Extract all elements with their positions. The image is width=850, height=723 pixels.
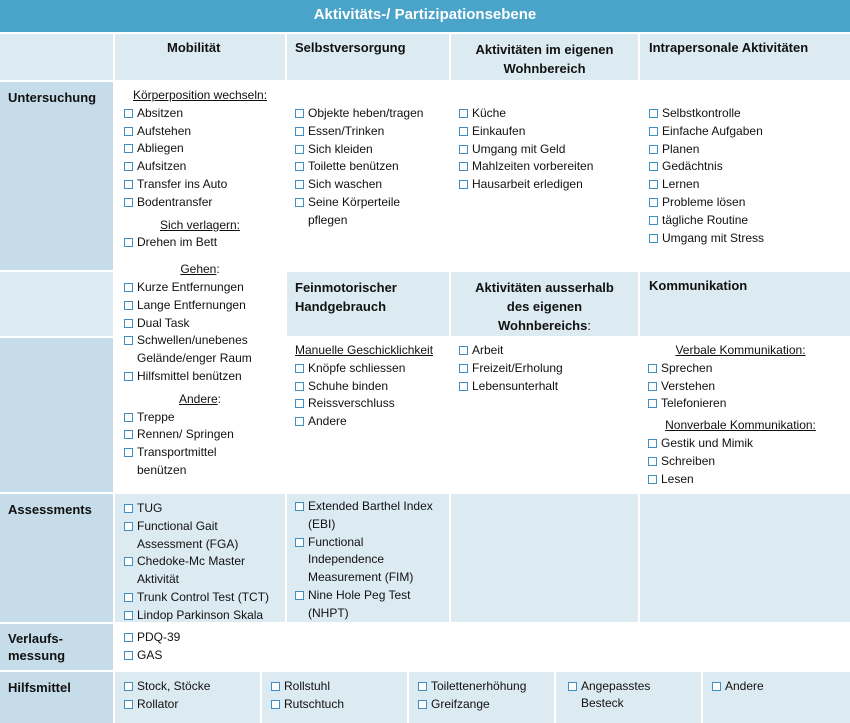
- checkbox-icon: [124, 557, 133, 566]
- list-item: [649, 230, 850, 248]
- list-item-text: Telefonieren: [661, 396, 727, 411]
- list-item-text: TUG: [137, 501, 163, 515]
- list-item-text: GAS: [137, 647, 163, 662]
- list-item-text: Lange Entfernungen: [137, 297, 246, 312]
- koerper-heading-text: Körperposition wechseln: [132, 88, 264, 102]
- list-item: [459, 176, 638, 194]
- list-item: [124, 158, 285, 176]
- list-item: [295, 123, 449, 141]
- checkbox-icon: [124, 301, 133, 310]
- list-item: [459, 123, 638, 141]
- list-item-text: Reissverschluss: [308, 396, 395, 411]
- checkbox-icon: [459, 145, 468, 154]
- list-item: [271, 678, 407, 696]
- list-item: [124, 553, 285, 589]
- list-item: [124, 647, 850, 665]
- list-item-continuation: (EBI): [308, 516, 336, 531]
- hilfsmittel-besteck-text: Angepasstes Besteck: [581, 679, 651, 710]
- list-item-continuation: (NHPT): [308, 605, 349, 620]
- list-item: [649, 105, 850, 123]
- list-item-text: Abliegen: [137, 141, 184, 156]
- checkbox-icon: [124, 504, 133, 513]
- list-item-continuation: benützen: [137, 462, 187, 477]
- gehen-heading-text: Gehen: [180, 262, 217, 277]
- list-item-text: Kurze Entfernungen: [137, 279, 244, 294]
- verbal-list: [648, 360, 850, 413]
- mobilitaet-andere-list: [124, 409, 285, 480]
- checkbox-icon: [649, 180, 658, 189]
- checkbox-icon: [648, 382, 657, 391]
- mobilitaet-gehen-heading: Gehen:: [180, 262, 220, 277]
- list-item-text: Bodentransfer: [137, 194, 213, 209]
- list-item: [648, 471, 850, 489]
- list-item: [124, 332, 285, 368]
- list-item: [124, 518, 285, 554]
- checkbox-icon: [295, 591, 304, 600]
- list-item: [649, 158, 850, 176]
- header-feinmotorik-line2: Handgebrauch: [295, 299, 387, 314]
- list-item-text: Greifzange: [431, 696, 490, 711]
- row-label-assessments: [0, 494, 113, 622]
- verbal-heading: Verbale Kommunikation:: [675, 343, 806, 357]
- list-item: [418, 696, 554, 714]
- row-label-band-middle: [0, 272, 113, 336]
- list-item-text: Lindop Parkinson Skala: [137, 607, 264, 622]
- list-item: [124, 607, 285, 625]
- list-item-text: Aufstehen: [137, 123, 192, 138]
- header-ausserhalb-line3-text: Wohnbereichs: [498, 318, 588, 333]
- list-item-text: Objekte heben/tragen: [308, 106, 424, 120]
- checkbox-icon: [459, 382, 468, 391]
- assess-selbstversorgung-list: [295, 498, 449, 623]
- list-item-continuation: Assessment (FGA): [137, 536, 239, 551]
- list-item: [295, 395, 449, 413]
- list-item-text: Essen/Trinken: [308, 123, 385, 138]
- list-item: [295, 534, 449, 587]
- list-item: [459, 141, 638, 159]
- list-item-text: Stock, Stöcke: [137, 679, 211, 693]
- list-item: [459, 360, 638, 378]
- checkbox-icon: [124, 700, 133, 709]
- list-item: [648, 435, 850, 453]
- cell-selbstversorgung: [287, 82, 449, 270]
- list-item: [124, 194, 285, 212]
- list-item: [124, 409, 285, 427]
- checkbox-icon: [648, 364, 657, 373]
- list-item-text: Planen: [662, 141, 700, 156]
- list-item-text: Drehen im Bett: [137, 235, 218, 250]
- list-item-text: Extended Barthel Index: [308, 499, 433, 513]
- cell-hilfsmittel-4: [556, 672, 701, 723]
- checkbox-icon: [124, 448, 133, 457]
- list-item-text: Chedoke-Mc Master: [137, 554, 246, 569]
- checkbox-icon: [649, 162, 658, 171]
- list-item-continuation: Measurement (FIM): [308, 570, 414, 585]
- mobilitaet-verlagern-list: [124, 234, 285, 252]
- cell-assess-wohnbereich: [451, 494, 638, 622]
- list-item-text: Trunk Control Test (TCT): [137, 589, 270, 604]
- list-item: [295, 587, 449, 623]
- list-item-continuation: Gelände/enger Raum: [137, 351, 252, 366]
- mobilitaet-koerper-heading: Körperposition wechseln:: [132, 88, 268, 102]
- checkbox-icon: [124, 611, 133, 620]
- list-item-text: Freizeit/Erholung: [472, 360, 563, 375]
- checkbox-icon: [124, 283, 133, 292]
- checkbox-icon: [295, 417, 304, 426]
- header-wohnbereich: [451, 34, 638, 80]
- checkbox-icon: [649, 127, 658, 136]
- list-item-text: PDQ-39: [137, 630, 181, 644]
- list-item-text: Seine Körperteile: [308, 194, 401, 209]
- checkbox-icon: [459, 162, 468, 171]
- list-item: [649, 123, 850, 141]
- header-ausserhalb-line2: des eigenen: [506, 299, 583, 314]
- list-item: [295, 158, 449, 176]
- checkbox-icon: [418, 682, 427, 691]
- list-item: [648, 378, 850, 396]
- list-item: [295, 378, 449, 396]
- checkbox-icon: [124, 593, 133, 602]
- checkbox-icon: [459, 109, 468, 118]
- list-item: [295, 194, 449, 230]
- hilfsmittel-list-5: [712, 678, 850, 696]
- list-item-text: Aufsitzen: [137, 159, 187, 174]
- header-intrapersonal-text: Intrapersonale Aktivitäten: [649, 40, 809, 55]
- list-item: [712, 678, 850, 696]
- list-item-text: Transportmittel: [137, 445, 217, 460]
- list-item: [124, 629, 850, 647]
- hilfsmittel-list-3: [418, 678, 554, 714]
- list-item: [459, 342, 638, 360]
- list-item: [124, 589, 285, 607]
- assess-mobilitaet-list: [124, 500, 285, 625]
- list-item-text: Rennen/ Springen: [137, 427, 234, 442]
- cell-hilfsmittel-5: [703, 672, 850, 723]
- cell-kommunikation: [640, 338, 850, 492]
- checkbox-icon: [124, 372, 133, 381]
- checkbox-icon: [648, 439, 657, 448]
- list-item-text: Hilfsmittel benützen: [137, 368, 242, 383]
- checkbox-icon: [712, 682, 721, 691]
- header-feinmotorik-line1: Feinmotorischer: [295, 280, 397, 295]
- checkbox-icon: [124, 522, 133, 531]
- checkbox-icon: [124, 413, 133, 422]
- list-item: [124, 678, 260, 696]
- checkbox-icon: [295, 364, 304, 373]
- list-item-text: Sich waschen: [308, 177, 383, 192]
- header-mobilitaet: [115, 34, 285, 80]
- cell-mobilitaet: [115, 82, 285, 492]
- mobilitaet-andere-heading: Andere:: [178, 391, 222, 406]
- cell-assess-intrapersonal: [640, 494, 850, 622]
- list-item: [295, 176, 449, 194]
- row-label-band-lower: [0, 338, 113, 492]
- cell-verlauf: [115, 624, 850, 670]
- list-item: [649, 194, 850, 212]
- list-item-text: Umgang mit Stress: [662, 230, 765, 245]
- checkbox-icon: [124, 430, 133, 439]
- cell-assess-mobilitaet: [115, 494, 285, 622]
- list-item-text: Gedächtnis: [662, 159, 723, 174]
- list-item: [649, 176, 850, 194]
- wohnbereich-list: [459, 105, 638, 194]
- checkbox-icon: [124, 633, 133, 642]
- checkbox-icon: [124, 238, 133, 247]
- header-intrapersonal: [640, 34, 850, 80]
- header-ausserhalb-line1: Aktivitäten ausserhalb: [475, 280, 614, 295]
- cell-hilfsmittel-1: [115, 672, 260, 723]
- mobilitaet-gehen-list: [124, 279, 285, 386]
- checkbox-icon: [648, 475, 657, 484]
- nonverbal-list: [648, 435, 850, 488]
- list-item-continuation: pflegen: [308, 212, 348, 227]
- checkbox-icon: [649, 234, 658, 243]
- list-item: [124, 444, 285, 480]
- list-item-text: Rollstuhl: [284, 679, 331, 693]
- cell-assess-selbst: [287, 494, 449, 622]
- list-item: [124, 279, 285, 297]
- list-item-text: Einfache Aufgaben: [662, 123, 763, 138]
- list-item-text: Sich kleiden: [308, 141, 373, 156]
- list-item-text: Einkaufen: [472, 123, 526, 138]
- list-item: [271, 696, 407, 714]
- list-item-text: Absitzen: [137, 105, 184, 120]
- checkbox-icon: [295, 162, 304, 171]
- checkbox-icon: [568, 682, 577, 691]
- list-item: [295, 141, 449, 159]
- cell-intrapersonal: [640, 82, 850, 270]
- list-item-text: Toilettenerhöhung: [431, 679, 527, 693]
- list-item-text: Probleme lösen: [662, 194, 746, 209]
- cell-hilfsmittel-3: [409, 672, 554, 723]
- list-item: [124, 500, 285, 518]
- checkbox-icon: [648, 457, 657, 466]
- checkbox-icon: [649, 216, 658, 225]
- header-ausserhalb-line3: Wohnbereichs:: [498, 318, 591, 333]
- header-ausserhalb: [451, 272, 638, 336]
- list-item: [418, 678, 554, 696]
- checkbox-icon: [418, 700, 427, 709]
- list-item: [124, 105, 285, 123]
- checkbox-icon: [124, 109, 133, 118]
- verlauf-list: [124, 629, 850, 665]
- list-item: [124, 426, 285, 444]
- list-item: [124, 234, 285, 252]
- row-label-verlauf-line2: messung: [8, 648, 66, 663]
- checkbox-icon: [124, 127, 133, 136]
- cell-wohnbereich: [451, 82, 638, 270]
- list-item-text: Dual Task: [137, 315, 190, 330]
- list-item-text: Functional Gait: [137, 518, 218, 533]
- mobilitaet-koerper-list: [124, 105, 285, 212]
- list-item-text: Mahlzeiten vorbereiten: [472, 159, 594, 174]
- andere-heading-text: Andere: [178, 391, 218, 406]
- checkbox-icon: [124, 651, 133, 660]
- list-item-text: Schwellen/unebenes: [137, 333, 248, 348]
- table-title: [0, 0, 850, 32]
- row-label-hilfsmittel-text: Hilfsmittel: [8, 680, 71, 695]
- row-label-assessments-text: Assessments: [8, 502, 92, 517]
- header-selbstversorgung: [287, 34, 449, 80]
- table-title-text: Aktivitäts-/ Partizipationsebene: [313, 6, 537, 23]
- checkbox-icon: [271, 700, 280, 709]
- list-item: [649, 141, 850, 159]
- list-item-text: tägliche Routine: [662, 212, 749, 227]
- row-label-untersuchung-text: Untersuchung: [8, 90, 97, 105]
- header-mobilitaet-text: Mobilität: [167, 40, 221, 55]
- checkbox-icon: [124, 162, 133, 171]
- checkbox-icon: [459, 127, 468, 136]
- list-item-text: Toilette benützen: [308, 159, 399, 174]
- checkbox-icon: [124, 319, 133, 328]
- list-item-text: Nine Hole Peg Test: [308, 587, 411, 602]
- row-label-hilfsmittel: [0, 672, 113, 723]
- list-item-text: Gestik und Mimik: [661, 435, 754, 450]
- selbstversorgung-list: [295, 105, 449, 230]
- list-item-text: Schreiben: [661, 453, 716, 468]
- checkbox-icon: [459, 180, 468, 189]
- nonverbal-heading: Nonverbale Kommunikation:: [665, 418, 816, 433]
- list-item-text: Umgang mit Geld: [472, 141, 566, 156]
- list-item: [124, 315, 285, 333]
- list-item-continuation: Aktivität: [137, 572, 180, 587]
- list-item: [568, 678, 691, 712]
- list-item-text: Rutschtuch: [284, 696, 345, 711]
- list-item-text: Lernen: [662, 177, 700, 192]
- checkbox-icon: [295, 502, 304, 511]
- header-feinmotorik: [287, 272, 449, 336]
- row-label-untersuchung: [0, 82, 113, 270]
- list-item: [124, 696, 260, 714]
- checkbox-icon: [459, 364, 468, 373]
- list-item: [124, 176, 285, 194]
- list-item: [295, 498, 449, 534]
- checkbox-icon: [124, 336, 133, 345]
- hilfsmittel-list-2: [271, 678, 407, 714]
- checkbox-icon: [124, 180, 133, 189]
- checkbox-icon: [649, 145, 658, 154]
- list-item-text: Transfer ins Auto: [137, 176, 228, 191]
- list-item-text: Sprechen: [661, 360, 713, 375]
- list-item: [648, 395, 850, 413]
- header-kommunikation: [640, 272, 850, 336]
- list-item-text: Andere: [308, 414, 347, 429]
- intrapersonal-list: [649, 105, 850, 247]
- checkbox-icon: [295, 127, 304, 136]
- list-item: [648, 360, 850, 378]
- list-item-text: Küche: [472, 106, 507, 120]
- list-item: [459, 378, 638, 396]
- list-item: [124, 123, 285, 141]
- list-item-text: Selbstkontrolle: [662, 106, 741, 120]
- ausserhalb-list: [459, 342, 638, 395]
- list-item-text: Functional: [308, 534, 364, 549]
- list-item: [295, 360, 449, 378]
- list-item: [124, 368, 285, 386]
- feinmotorik-list: [295, 360, 449, 431]
- list-item-text: Rollator: [137, 696, 179, 711]
- cell-ausserhalb: [451, 338, 638, 492]
- list-item: [649, 212, 850, 230]
- list-item-text: Verstehen: [661, 378, 716, 393]
- row-label-verlauf: [0, 624, 113, 670]
- header-empty-cell: [0, 34, 113, 80]
- checkbox-icon: [271, 682, 280, 691]
- list-item: [648, 453, 850, 471]
- list-item-text: Lebensunterhalt: [472, 378, 559, 393]
- list-item: [295, 105, 449, 123]
- list-item: [295, 413, 449, 431]
- checkbox-icon: [124, 198, 133, 207]
- list-item-text: Knöpfe schliessen: [308, 360, 406, 375]
- feinmotorik-heading: Manuelle Geschicklichkeit: [295, 343, 434, 357]
- row-label-verlauf-line1: Verlaufs-: [8, 631, 63, 646]
- list-item: [459, 158, 638, 176]
- header-kommunikation-text: Kommunikation: [649, 278, 748, 293]
- list-item: [124, 140, 285, 158]
- list-item-text: Schuhe binden: [308, 378, 389, 393]
- header-wohnbereich-line1: Aktivitäten im eigenen: [475, 42, 614, 57]
- checkbox-icon: [649, 198, 658, 207]
- checkbox-icon: [295, 382, 304, 391]
- checkbox-icon: [124, 144, 133, 153]
- list-item-text: Andere: [725, 679, 764, 693]
- header-wohnbereich-line2: Wohnbereich: [503, 61, 586, 76]
- checkbox-icon: [459, 346, 468, 355]
- checkbox-icon: [295, 399, 304, 408]
- list-item: [124, 297, 285, 315]
- list-item: [459, 105, 638, 123]
- cell-feinmotorik: [287, 338, 449, 492]
- list-item-text: Lesen: [661, 471, 694, 486]
- checkbox-icon: [295, 198, 304, 207]
- header-selbstversorgung-text: Selbstversorgung: [295, 40, 406, 55]
- checkbox-icon: [124, 682, 133, 691]
- mobilitaet-verlagern-heading: Sich verlagern:: [159, 217, 241, 232]
- checkbox-icon: [648, 399, 657, 408]
- checkbox-icon: [295, 538, 304, 547]
- list-item-continuation: Independence: [308, 552, 385, 567]
- list-item-text: Arbeit: [472, 343, 504, 357]
- hilfsmittel-list-1: [124, 678, 260, 714]
- checkbox-icon: [295, 145, 304, 154]
- checkbox-icon: [295, 109, 304, 118]
- checkbox-icon: [295, 180, 304, 189]
- cell-hilfsmittel-2: [262, 672, 407, 723]
- list-item-text: Treppe: [137, 409, 175, 424]
- checkbox-icon: [649, 109, 658, 118]
- list-item-text: Hausarbeit erledigen: [472, 177, 583, 192]
